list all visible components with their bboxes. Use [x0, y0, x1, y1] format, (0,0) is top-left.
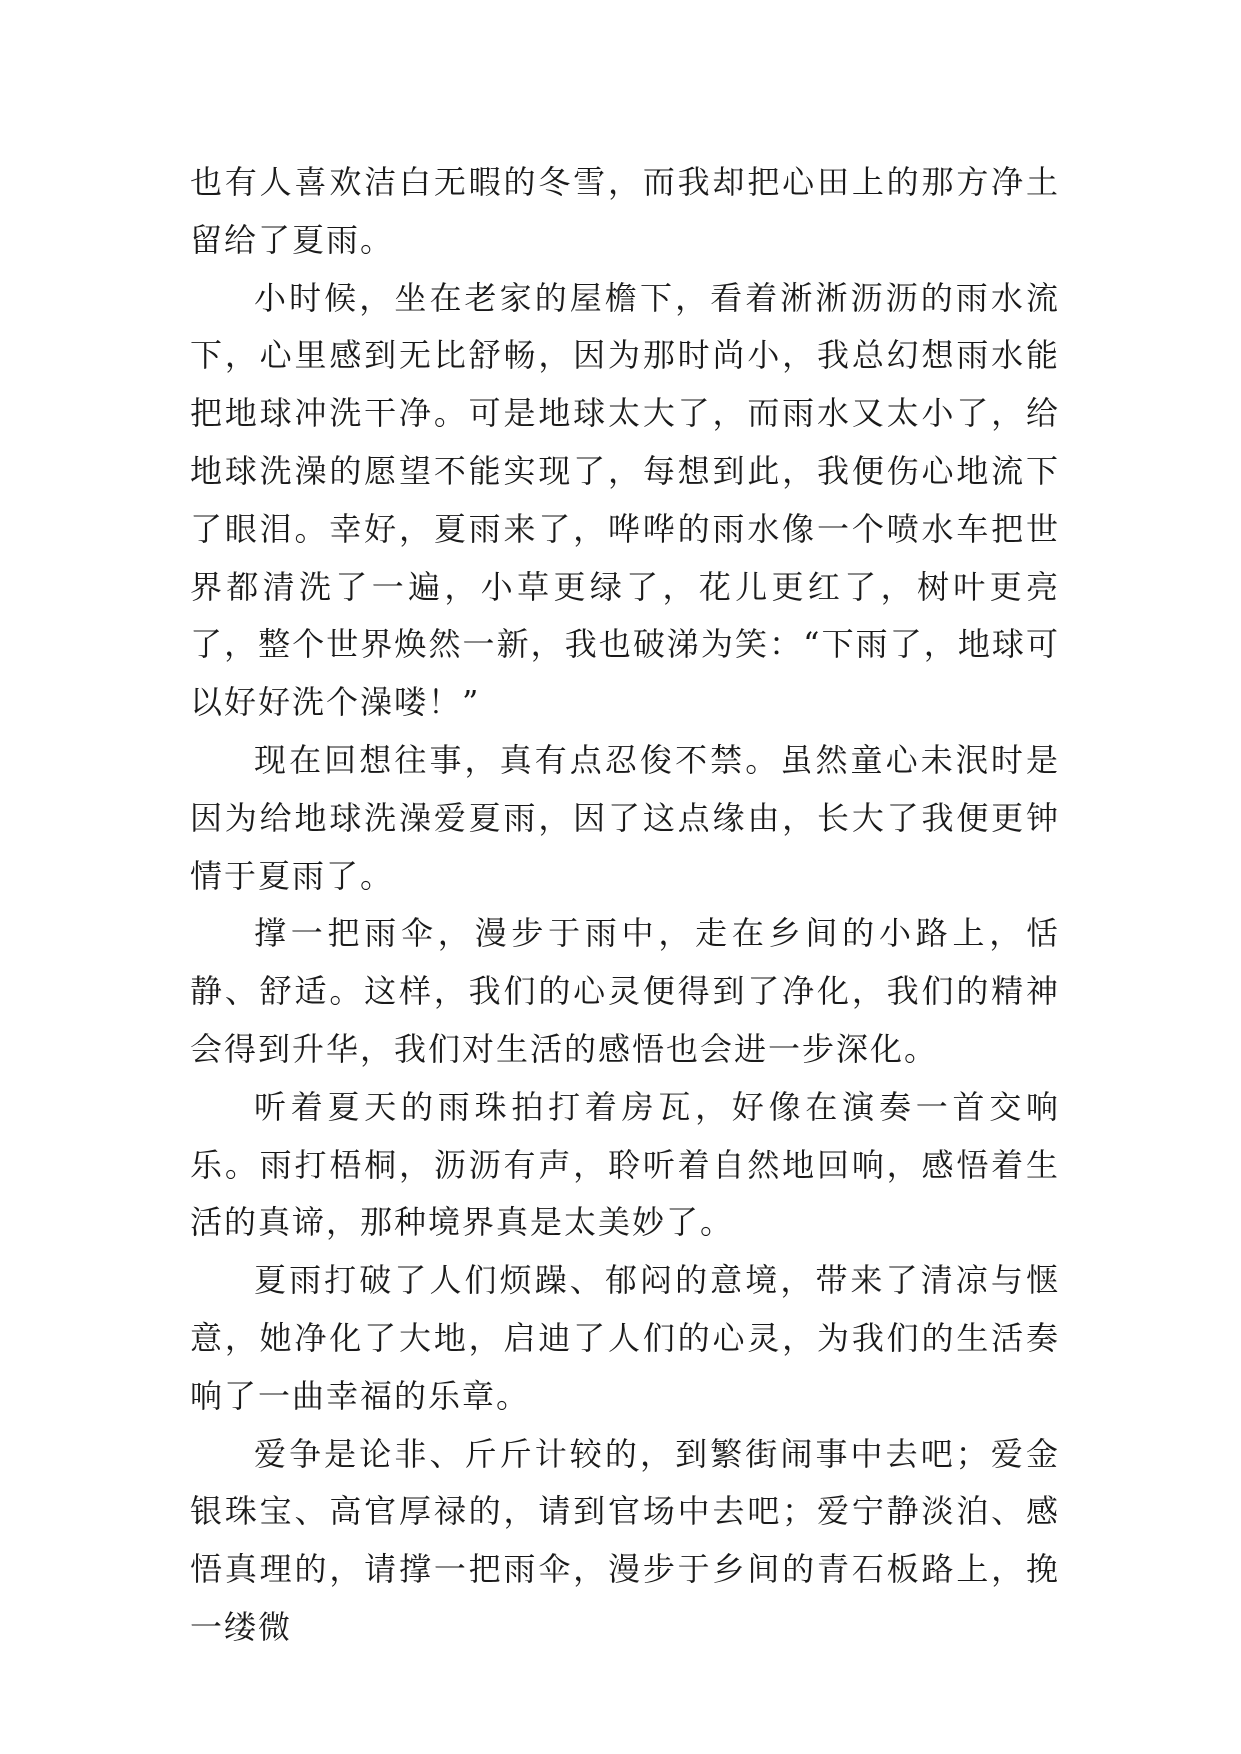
paragraph-6: 夏雨打破了人们烦躁、郁闷的意境，带来了清凉与惬意，她净化了大地，启迪了人们的心灵，为我们的生活奏响了一曲幸福的乐章。 [190, 1261, 1060, 1415]
paragraph-3: 现在回想往事，真有点忍俊不禁。虽然童心未泯时是因为给地球洗澡爱夏雨，因了这点缘由，长大了我便更钟情于夏雨了。 [190, 740, 1060, 895]
paragraph-2: 小时候，坐在老家的屋檐下，看着淅淅沥沥的雨水流下，心里感到无比舒畅，因为那时尚小，我总幻想雨水能把地球冲洗干净。可是地球太大了，而雨水又太小了，给地球洗澡的愿望不能实现了，每想到此，我便伤心地流下了眼泪。幸好，夏雨来了，哗哗的雨水像一个喷水车把世界都清洗了一遍，小草更绿了，花儿更红了，树叶更亮了，整个世界焕然一新，我也破涕为笑：“下雨了，地球可以好好洗个澡喽！” [190, 278, 1060, 722]
body-text [190, 154, 1060, 1657]
paragraph-4: 撑一把雨伞，漫步于雨中，走在乡间的小路上，恬静、舒适。这样，我们的心灵便得到了净化，我们的精神会得到升华，我们对生活的感悟也会进一步深化。 [190, 914, 1060, 1068]
paragraph-5: 听着夏天的雨珠拍打着房瓦，好像在演奏一首交响乐。雨打梧桐，沥沥有声，聆听着自然地回响，感悟着生活的真谛，那种境界真是太美妙了。 [190, 1087, 1060, 1242]
paragraph-1: 也有人喜欢洁白无暇的冬雪，而我却把心田上的那方净土留给了夏雨。 [190, 163, 1060, 259]
paragraph-7: 爱争是论非、斤斤计较的，到繁街闹事中去吧；爱金银珠宝、高官厚禄的，请到官场中去吧；爱宁静淡泊、感悟真理的，请撑一把雨伞，漫步于乡间的青石板路上，挽一缕微 [190, 1434, 1060, 1646]
